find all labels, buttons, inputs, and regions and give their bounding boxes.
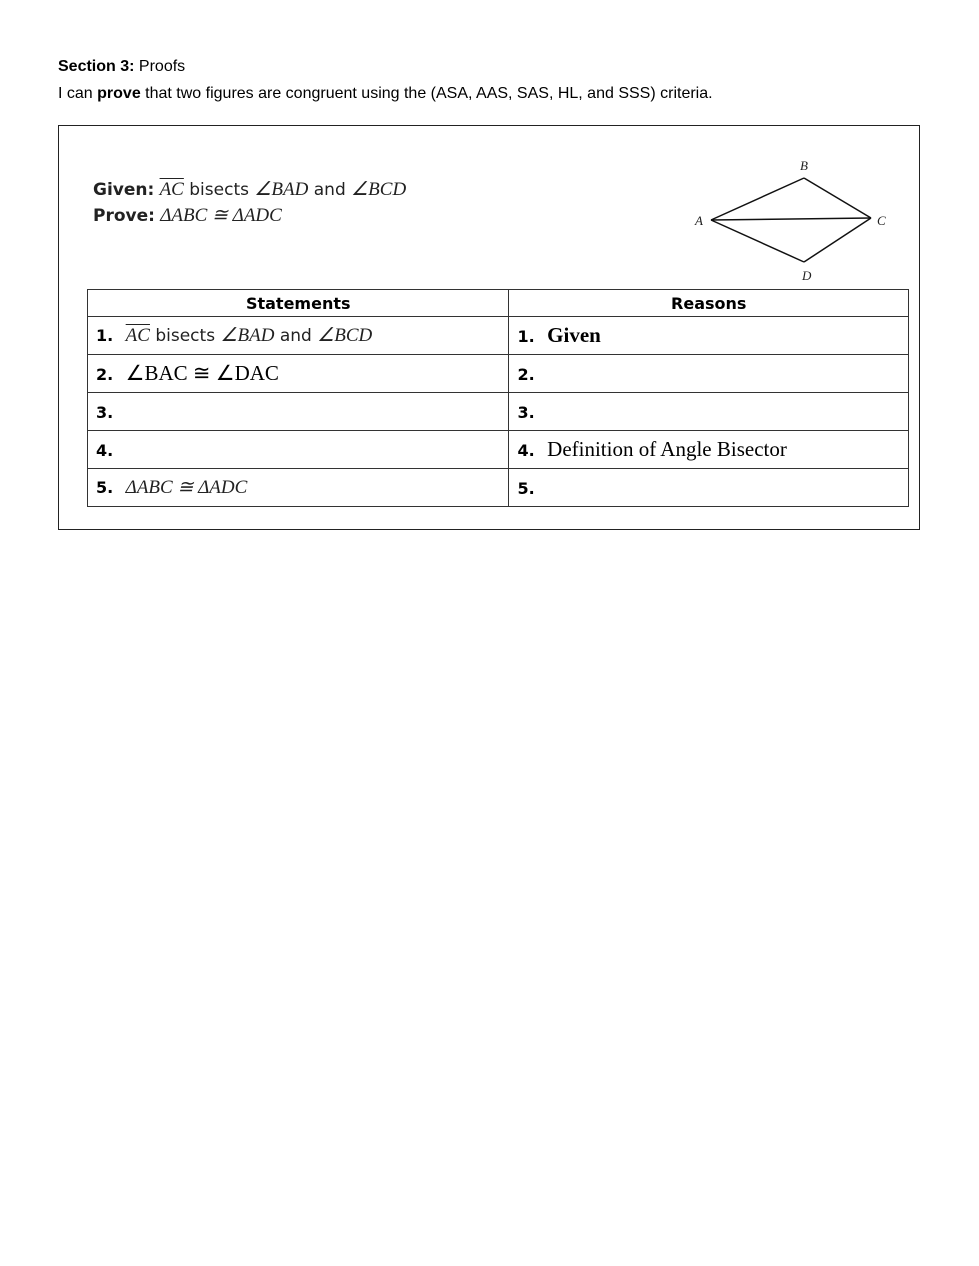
proof-table xyxy=(87,289,909,507)
statements-header: Statements xyxy=(88,290,509,317)
statement-angle-2: ∠BCD xyxy=(317,325,373,346)
section-heading xyxy=(58,58,185,76)
learning-objective xyxy=(58,85,713,103)
reasons-header: Reasons xyxy=(509,290,909,317)
statement-number: 3. xyxy=(96,403,114,422)
segment-ab xyxy=(711,178,804,220)
segment-ac xyxy=(711,218,871,220)
reason-number: 4. xyxy=(517,441,535,460)
table-row xyxy=(88,317,909,355)
reason-number: 1. xyxy=(517,327,535,346)
section-title: Proofs xyxy=(138,58,186,75)
table-row xyxy=(88,355,909,393)
statement-number: 4. xyxy=(96,441,114,460)
vertex-label-d: D xyxy=(802,268,812,283)
reason-cell[interactable] xyxy=(509,317,909,355)
statement-text: ∠BAC ≅ ∠DAC xyxy=(125,361,279,385)
given-angle-1: ∠BAD xyxy=(254,179,309,200)
statement-angle-1: ∠BAD xyxy=(220,325,275,346)
reason-cell xyxy=(509,431,909,469)
reason-number: 2. xyxy=(517,365,535,384)
given-label: Given: xyxy=(93,180,155,200)
table-row xyxy=(88,393,909,431)
segment-cd xyxy=(804,218,871,262)
reason-cell[interactable] xyxy=(509,469,909,507)
section-label: Section 3: xyxy=(58,58,135,75)
statement-number: 1. xyxy=(96,326,114,345)
given-line xyxy=(93,178,406,201)
objective-rest: that two figures are congruent using the (ASA, AAS, SAS, HL, and SSS) criteria. xyxy=(140,85,713,102)
reason-number: 5. xyxy=(517,479,535,498)
statement-and: and xyxy=(274,326,318,346)
statement-number: 2. xyxy=(96,365,114,384)
statement-number: 5. xyxy=(96,478,114,497)
given-verb: bisects xyxy=(183,180,255,200)
statement-text: ΔABC ≅ ΔADC xyxy=(125,477,248,498)
reason-cell[interactable] xyxy=(509,393,909,431)
table-header-row xyxy=(88,290,909,317)
segment-bc xyxy=(804,178,871,218)
prove-line xyxy=(93,204,282,227)
objective-prefix: I can xyxy=(58,85,98,102)
statement-cell[interactable] xyxy=(88,393,509,431)
table-row xyxy=(88,469,909,507)
objective-bold: prove xyxy=(97,85,141,102)
given-angle-2: ∠BCD xyxy=(351,179,407,200)
proof-problem-frame xyxy=(58,125,920,530)
table-row xyxy=(88,431,909,469)
vertex-label-c: C xyxy=(877,213,886,228)
statement-cell xyxy=(88,317,509,355)
statement-cell xyxy=(88,469,509,507)
vertex-label-b: B xyxy=(800,158,808,173)
statement-segment: $\overline{AC}$ xyxy=(125,325,150,346)
statement-cell xyxy=(88,355,509,393)
reason-number: 3. xyxy=(517,403,535,422)
vertex-label-a: A xyxy=(695,213,703,228)
reason-text: Given xyxy=(547,323,601,347)
segment-da xyxy=(711,220,804,262)
statement-cell[interactable] xyxy=(88,431,509,469)
reason-text: Definition of Angle Bisector xyxy=(547,437,787,461)
reason-cell[interactable] xyxy=(509,355,909,393)
given-and: and xyxy=(308,180,352,200)
prove-statement: ΔABC ≅ ΔADC xyxy=(160,205,282,226)
given-segment: $\overline{AC}$ xyxy=(159,179,184,200)
kite-diagram xyxy=(679,154,899,284)
prove-label: Prove: xyxy=(93,206,155,226)
statement-verb: bisects xyxy=(149,326,221,346)
